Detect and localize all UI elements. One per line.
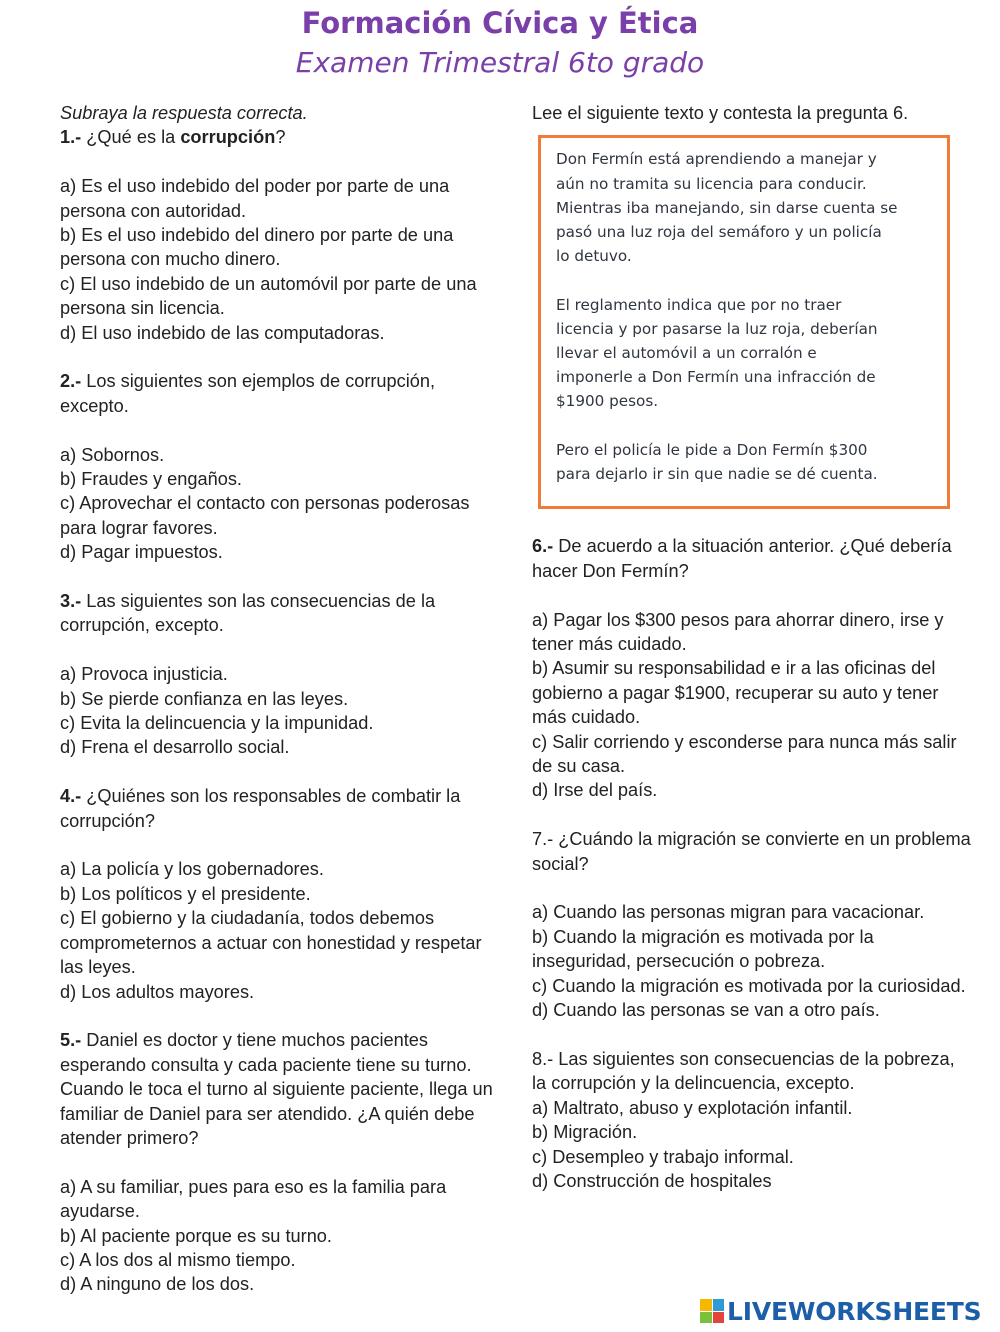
answer-5c[interactable]: c) A los dos al mismo tiempo. [60, 1249, 296, 1270]
question-6-number: 6.- [532, 536, 554, 557]
liveworksheets-wordmark: LIVEWORKSHEETS [727, 1296, 982, 1326]
answer-7b[interactable]: b) Cuando la migración es motivada por la inseguridad, persecución o pobreza. [532, 926, 874, 972]
story-line: $1900 pesos. [556, 392, 659, 411]
question-5-number: 5.- [60, 1030, 82, 1051]
story-line: pasó una luz roja del semáforo y un policía [556, 223, 882, 242]
answer-3a[interactable]: a) Provoca injusticia. [60, 664, 228, 685]
question-4-number: 4.- [60, 786, 82, 807]
question-2-number: 2.- [60, 371, 82, 392]
story-line: lo detuvo. [556, 247, 632, 266]
answer-6c[interactable]: c) Salir corriendo y esconderse para nunca más salir de su casa. [532, 731, 957, 777]
answer-4b[interactable]: b) Los políticos y el presidente. [60, 883, 311, 904]
answer-4c[interactable]: c) El gobierno y la ciudadanía, todos debemos comprometernos a actuar con honestidad y respetar las leyes. [60, 908, 482, 978]
story-line: licencia y por pasarse la luz roja, deberían [556, 319, 878, 338]
answer-2a[interactable]: a) Sobornos. [60, 444, 165, 465]
logo-square-green [700, 1312, 712, 1324]
liveworksheets-mark-icon [700, 1299, 724, 1323]
reading-intro: Lee el siguiente texto y contesta la pregunta 6. [532, 103, 909, 123]
answer-3c[interactable]: c) Evita la delincuencia y la impunidad. [60, 713, 374, 734]
answer-2b[interactable]: b) Fraudes y engaños. [60, 469, 242, 490]
question-5 [60, 1028, 495, 1150]
answer-5b[interactable]: b) Al paciente porque es su turno. [60, 1225, 332, 1246]
answer-5a[interactable]: a) A su familiar, pues para eso es la familia para ayudarse. [60, 1176, 447, 1222]
answer-7d[interactable]: d) Cuando las personas se van a otro país. [532, 1000, 880, 1021]
answer-3d[interactable]: d) Frena el desarrollo social. [60, 737, 290, 758]
question-3 [60, 589, 495, 638]
question-3-text: Las siguientes son las consecuencias de la corrupción, excepto. [60, 591, 436, 636]
answer-1a[interactable]: a) Es el uso indebido del poder por parte de una persona con autoridad. [60, 176, 450, 221]
question-1-text-after: ? [275, 127, 286, 148]
logo-square-yellow [700, 1299, 712, 1311]
story-line: para dejarlo ir sin que nadie se dé cuenta. [556, 465, 878, 484]
story-line: Pero el policía le pide a Don Fermín $300 [556, 440, 868, 459]
story-box [538, 135, 950, 509]
answer-8a[interactable]: a) Maltrato, abuso y explotación infantil. [532, 1097, 853, 1118]
answer-1b[interactable]: b) Es el uso indebido del dinero por parte de una persona con mucho dinero. [60, 225, 454, 270]
answer-7a[interactable]: a) Cuando las personas migran para vacacionar. [532, 902, 925, 923]
story-line: Mientras iba manejando, sin darse cuenta se [556, 198, 898, 217]
question-7: 7.- ¿Cuándo la migración se convierte en un problema social? [532, 829, 971, 874]
answer-6a[interactable]: a) Pagar los $300 pesos para ahorrar dinero, irse y tener más cuidado. [532, 609, 944, 655]
answer-7c[interactable]: c) Cuando la migración es motivada por la curiosidad. [532, 975, 966, 996]
answer-8c[interactable]: c) Desempleo y trabajo informal. [532, 1146, 794, 1167]
answer-1d[interactable]: d) El uso indebido de las computadoras. [60, 322, 385, 343]
liveworksheets-logo [700, 1296, 981, 1326]
answer-8d[interactable]: d) Construcción de hospitales [532, 1170, 772, 1191]
logo-square-blue [713, 1299, 725, 1311]
instruction: Subraya la respuesta correcta. [60, 103, 308, 123]
logo-square-red [713, 1312, 725, 1324]
question-5-text: Daniel es doctor y tiene muchos pacientes esperando consulta y cada paciente tiene su turno. Cuando le toca el turno al siguiente paciente, llega un familiar de Daniel para ser atendido. ¿A quién debe atender primero? [60, 1030, 493, 1148]
answer-4d[interactable]: d) Los adultos mayores. [60, 981, 255, 1002]
question-6 [532, 534, 972, 583]
answer-1c[interactable]: c) El uso indebido de un automóvil por parte de una persona sin licencia. [60, 273, 477, 319]
question-4 [60, 784, 495, 833]
exam-subtitle: Examen Trimestral 6to grado [295, 46, 705, 79]
answer-8b[interactable]: b) Migración. [532, 1122, 638, 1143]
question-1-number: 1.- [60, 127, 82, 148]
question-1 [60, 125, 495, 149]
answer-2d[interactable]: d) Pagar impuestos. [60, 542, 223, 563]
left-column [60, 101, 495, 1297]
story-line: llevar el automóvil a un corralón e [556, 344, 817, 363]
question-1-text-before: ¿Qué es la [81, 127, 181, 148]
question-3-number: 3.- [60, 591, 82, 612]
story-line: imponerle a Don Fermín una infracción de [556, 368, 876, 387]
story-line: El reglamento indica que por no traer [556, 295, 842, 314]
story-line: Don Fermín está aprendiendo a manejar y [556, 150, 877, 169]
question-6-text: De acuerdo a la situación anterior. ¿Qué debería hacer Don Fermín? [532, 536, 952, 581]
story-line: aún no tramita su licencia para conducir. [556, 174, 867, 193]
answer-3b[interactable]: b) Se pierde confianza en las leyes. [60, 688, 349, 709]
question-8: 8.- Las siguientes son consecuencias de la pobreza, la corrupción y la delincuencia, excepto. [532, 1048, 955, 1094]
answer-4a[interactable]: a) La policía y los gobernadores. [60, 859, 324, 880]
answer-6d[interactable]: d) Irse del país. [532, 780, 658, 801]
answer-2c[interactable]: c) Aprovechar el contacto con personas poderosas para lograr favores. [60, 493, 470, 538]
exam-title: Formación Cívica y Ética [301, 6, 699, 40]
question-4-text: ¿Quiénes son los responsables de combatir la corrupción? [60, 786, 461, 831]
question-1-bold-word: corrupción [180, 127, 276, 148]
right-column [532, 101, 972, 1193]
question-2 [60, 369, 495, 418]
question-2-text: Los siguientes son ejemplos de corrupción, excepto. [60, 371, 436, 416]
answer-5d[interactable]: d) A ninguno de los dos. [60, 1274, 255, 1295]
answer-6b[interactable]: b) Asumir su responsabilidad e ir a las oficinas del gobierno a pagar $1900, recuperar su auto y tener más cuidado. [532, 658, 939, 728]
